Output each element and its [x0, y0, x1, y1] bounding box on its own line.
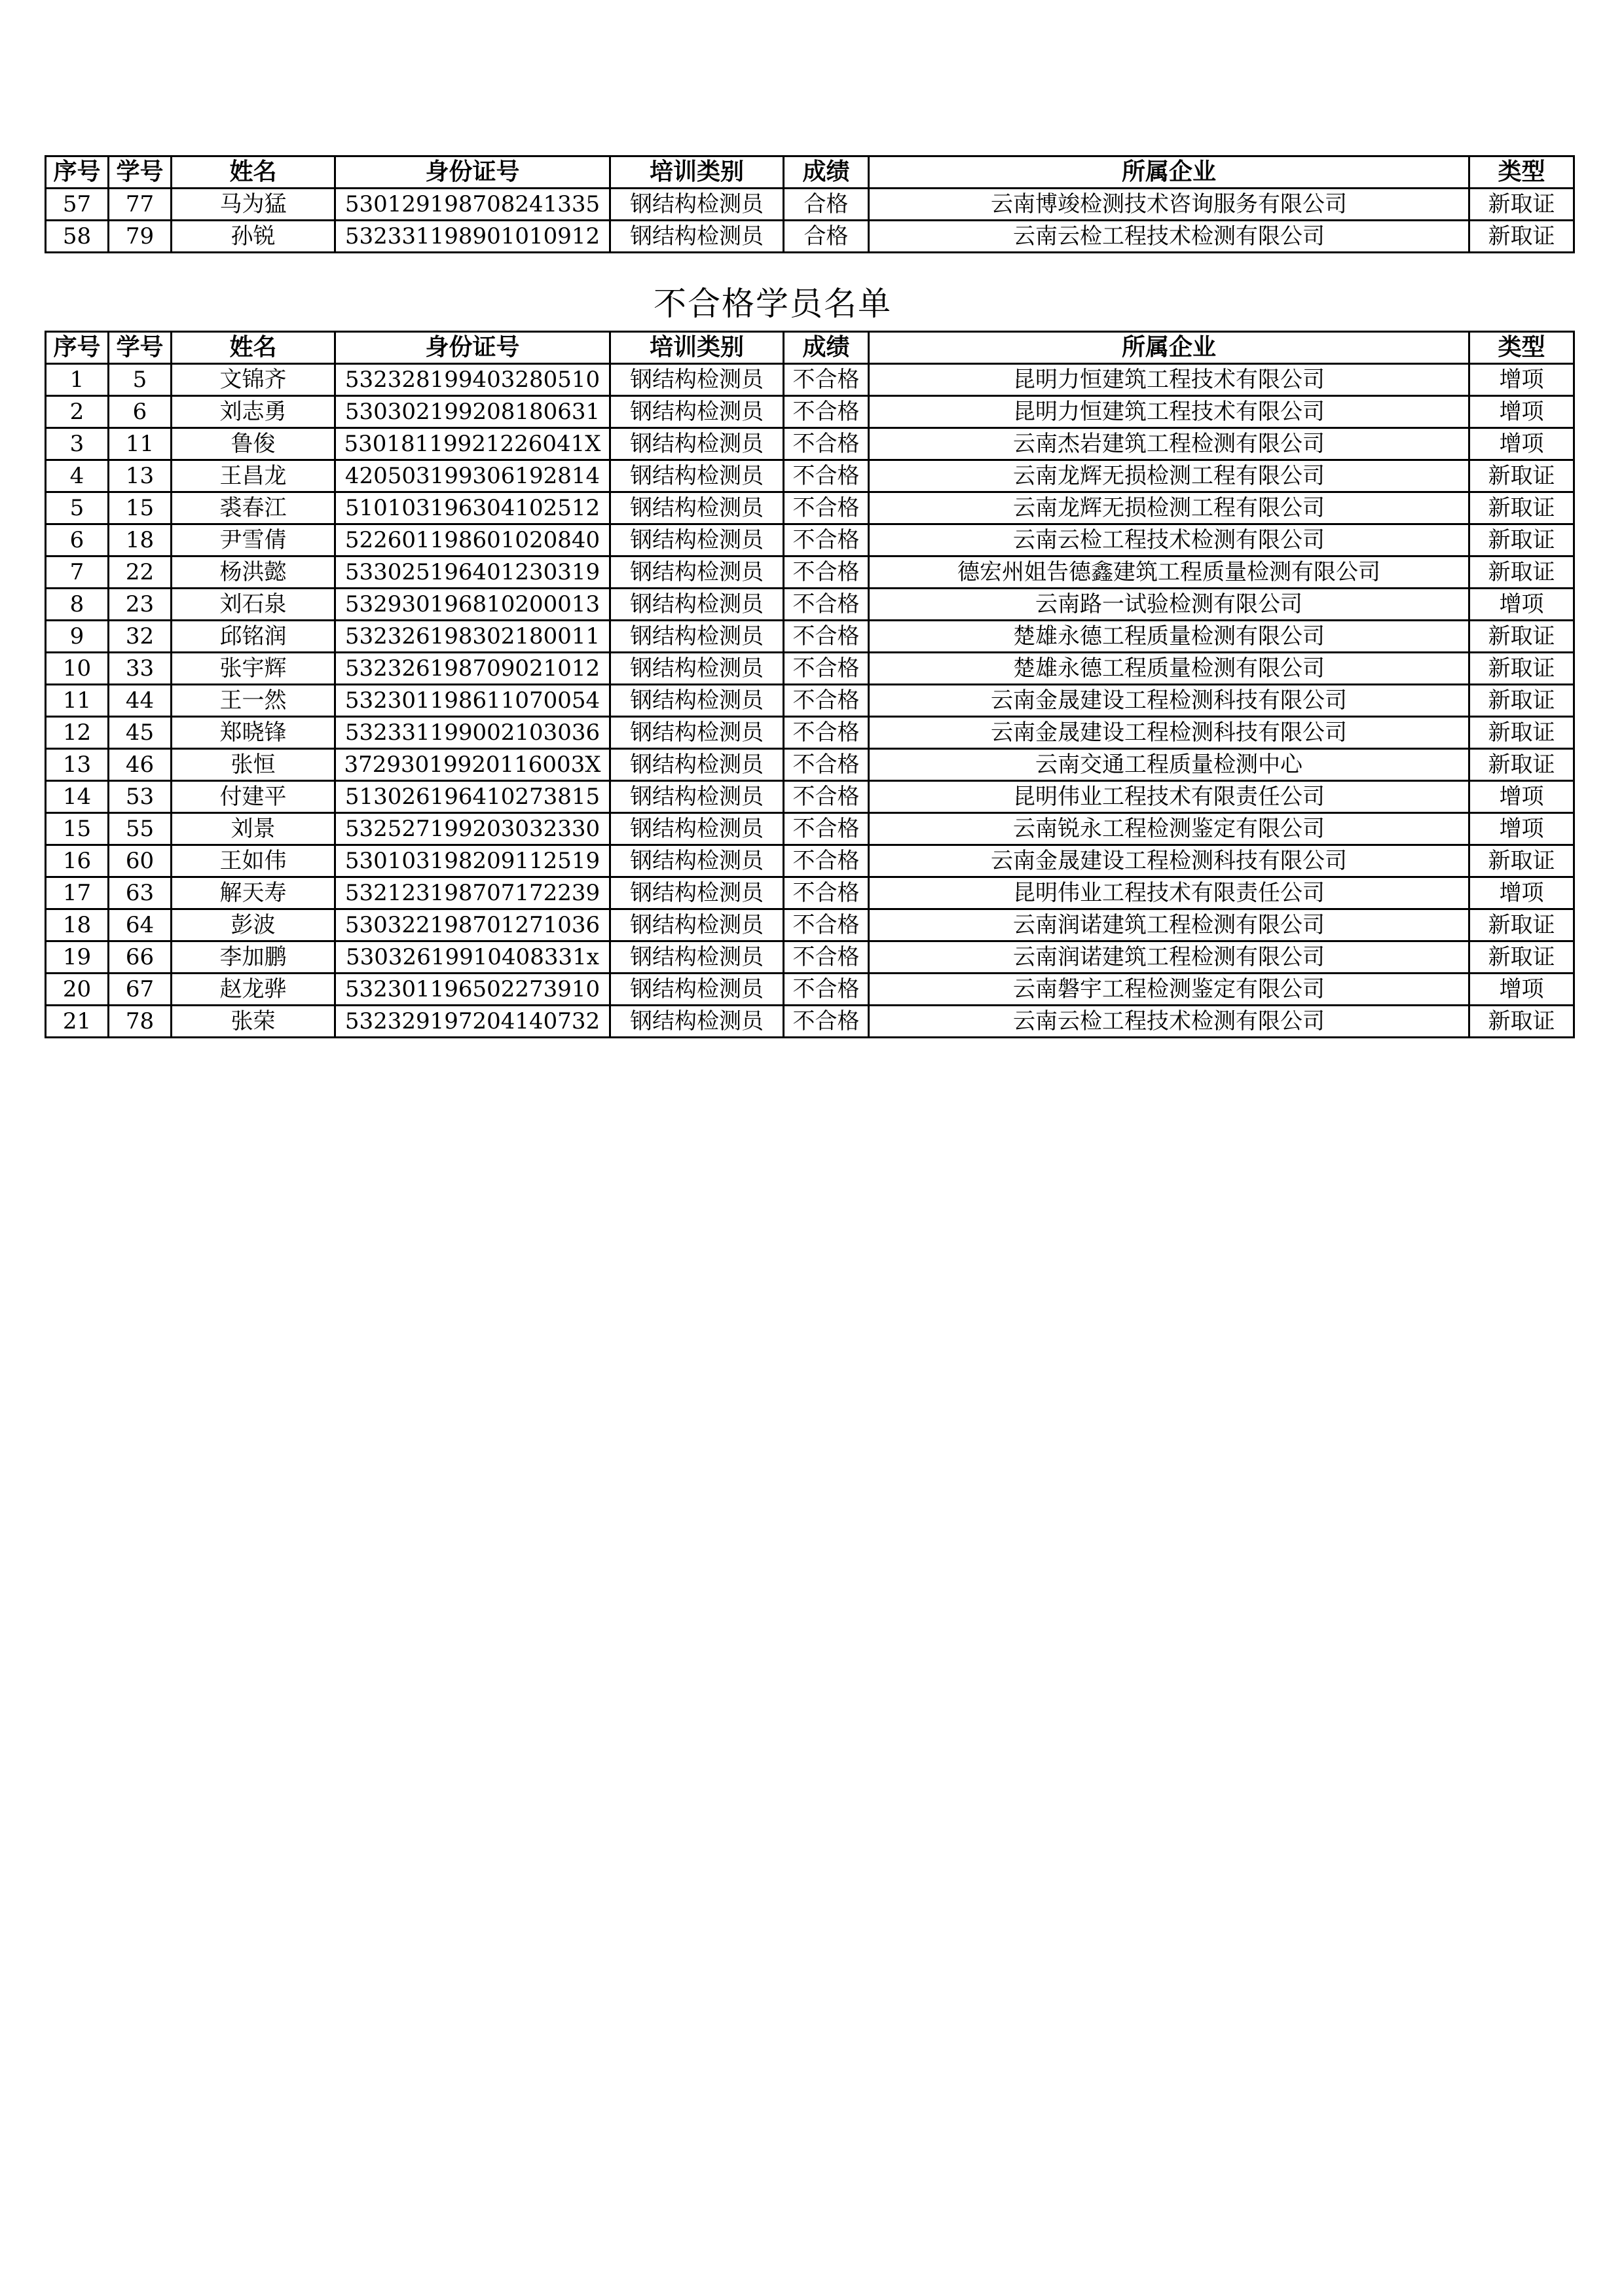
header-name: 姓名 [172, 332, 335, 364]
cell-score: 不合格 [784, 621, 869, 653]
cell-score: 不合格 [784, 460, 869, 492]
table-row [46, 749, 1574, 781]
table-row [46, 221, 1574, 253]
table-row [46, 974, 1574, 1006]
cell-company: 昆明力恒建筑工程技术有限公司 [869, 396, 1469, 428]
table-row [46, 813, 1574, 845]
header-name: 姓名 [172, 156, 335, 189]
cell-type: 新取证 [1469, 845, 1574, 877]
cell-score: 不合格 [784, 364, 869, 396]
cell-company: 云南龙辉无损检测工程有限公司 [869, 492, 1469, 524]
cell-id-number: 37293019920116003X [335, 749, 610, 781]
cell-type: 新取证 [1469, 717, 1574, 749]
cell-score: 不合格 [784, 685, 869, 717]
cell-training-type: 钢结构检测员 [610, 364, 784, 396]
cell-training-type: 钢结构检测员 [610, 492, 784, 524]
cell-company: 德宏州姐告德鑫建筑工程质量检测有限公司 [869, 556, 1469, 589]
failed-students-title: 不合格学员名单 [654, 285, 892, 323]
cell-type: 新取证 [1469, 460, 1574, 492]
cell-student-no: 23 [109, 589, 172, 621]
table-row [46, 589, 1574, 621]
cell-score: 不合格 [784, 845, 869, 877]
cell-id-number: 513026196410273815 [335, 781, 610, 813]
cell-name: 杨洪懿 [172, 556, 335, 589]
cell-company: 云南交通工程质量检测中心 [869, 749, 1469, 781]
cell-student-no: 44 [109, 685, 172, 717]
cell-score: 不合格 [784, 589, 869, 621]
header-training-type: 培训类别 [610, 332, 784, 364]
cell-seq: 20 [46, 974, 109, 1006]
table-row [46, 396, 1574, 428]
cell-seq: 3 [46, 428, 109, 460]
cell-seq: 9 [46, 621, 109, 653]
cell-training-type: 钢结构检测员 [610, 974, 784, 1006]
cell-id-number: 420503199306192814 [335, 460, 610, 492]
header-seq: 序号 [46, 332, 109, 364]
cell-score: 不合格 [784, 396, 869, 428]
cell-type: 新取证 [1469, 621, 1574, 653]
cell-student-no: 78 [109, 1006, 172, 1038]
cell-company: 云南云检工程技术检测有限公司 [869, 1006, 1469, 1038]
table-row [46, 845, 1574, 877]
cell-company: 云南博竣检测技术咨询服务有限公司 [869, 189, 1469, 221]
cell-name: 邱铭润 [172, 621, 335, 653]
table-row [46, 685, 1574, 717]
cell-seq: 6 [46, 524, 109, 556]
cell-training-type: 钢结构检测员 [610, 653, 784, 685]
cell-seq: 21 [46, 1006, 109, 1038]
cell-student-no: 77 [109, 189, 172, 221]
cell-id-number: 53032619910408331x [335, 941, 610, 974]
cell-company: 云南金晟建设工程检测科技有限公司 [869, 717, 1469, 749]
table-row [46, 556, 1574, 589]
cell-student-no: 32 [109, 621, 172, 653]
cell-company: 云南金晟建设工程检测科技有限公司 [869, 845, 1469, 877]
cell-name: 郑晓锋 [172, 717, 335, 749]
header-student-no: 学号 [109, 156, 172, 189]
cell-score: 不合格 [784, 974, 869, 1006]
cell-name: 张宇辉 [172, 653, 335, 685]
cell-id-number: 532326198302180011 [335, 621, 610, 653]
cell-score: 不合格 [784, 781, 869, 813]
cell-training-type: 钢结构检测员 [610, 460, 784, 492]
cell-seq: 15 [46, 813, 109, 845]
cell-id-number: 532930196810200013 [335, 589, 610, 621]
cell-score: 不合格 [784, 1006, 869, 1038]
cell-score: 不合格 [784, 653, 869, 685]
cell-seq: 1 [46, 364, 109, 396]
cell-name: 刘石泉 [172, 589, 335, 621]
failed-students-table [45, 331, 1575, 1038]
table-row [46, 492, 1574, 524]
cell-seq: 18 [46, 909, 109, 941]
cell-seq: 58 [46, 221, 109, 253]
cell-training-type: 钢结构检测员 [610, 749, 784, 781]
cell-training-type: 钢结构检测员 [610, 556, 784, 589]
cell-id-number: 532329197204140732 [335, 1006, 610, 1038]
cell-seq: 11 [46, 685, 109, 717]
cell-id-number: 510103196304102512 [335, 492, 610, 524]
table-row [46, 909, 1574, 941]
cell-id-number: 532328199403280510 [335, 364, 610, 396]
cell-training-type: 钢结构检测员 [610, 396, 784, 428]
cell-score: 合格 [784, 189, 869, 221]
cell-id-number: 530322198701271036 [335, 909, 610, 941]
cell-training-type: 钢结构检测员 [610, 781, 784, 813]
table-row [46, 364, 1574, 396]
cell-score: 不合格 [784, 941, 869, 974]
cell-seq: 17 [46, 877, 109, 909]
cell-student-no: 46 [109, 749, 172, 781]
cell-company: 云南云检工程技术检测有限公司 [869, 524, 1469, 556]
cell-type: 新取证 [1469, 189, 1574, 221]
header-score: 成绩 [784, 332, 869, 364]
cell-student-no: 64 [109, 909, 172, 941]
cell-type: 新取证 [1469, 653, 1574, 685]
cell-name: 尹雪倩 [172, 524, 335, 556]
cell-type: 增项 [1469, 781, 1574, 813]
cell-type: 增项 [1469, 877, 1574, 909]
cell-training-type: 钢结构检测员 [610, 189, 784, 221]
cell-type: 新取证 [1469, 941, 1574, 974]
cell-name: 刘景 [172, 813, 335, 845]
cell-student-no: 79 [109, 221, 172, 253]
cell-training-type: 钢结构检测员 [610, 813, 784, 845]
cell-seq: 4 [46, 460, 109, 492]
cell-score: 不合格 [784, 749, 869, 781]
cell-score: 不合格 [784, 717, 869, 749]
cell-id-number: 532301196502273910 [335, 974, 610, 1006]
cell-seq: 14 [46, 781, 109, 813]
table-row [46, 524, 1574, 556]
table-header-row [46, 156, 1574, 189]
cell-score: 不合格 [784, 524, 869, 556]
cell-type: 新取证 [1469, 909, 1574, 941]
cell-seq: 19 [46, 941, 109, 974]
cell-type: 新取证 [1469, 221, 1574, 253]
table-header-row [46, 332, 1574, 364]
cell-training-type: 钢结构检测员 [610, 941, 784, 974]
cell-training-type: 钢结构检测员 [610, 877, 784, 909]
cell-name: 鲁俊 [172, 428, 335, 460]
cell-seq: 5 [46, 492, 109, 524]
table-row [46, 621, 1574, 653]
cell-type: 增项 [1469, 428, 1574, 460]
header-training-type: 培训类别 [610, 156, 784, 189]
header-id-number: 身份证号 [335, 156, 610, 189]
cell-training-type: 钢结构检测员 [610, 524, 784, 556]
cell-company: 云南云检工程技术检测有限公司 [869, 221, 1469, 253]
cell-type: 增项 [1469, 589, 1574, 621]
cell-score: 不合格 [784, 428, 869, 460]
passed-students-table [45, 155, 1575, 253]
cell-name: 解天寿 [172, 877, 335, 909]
cell-student-no: 60 [109, 845, 172, 877]
cell-type: 增项 [1469, 974, 1574, 1006]
cell-name: 付建平 [172, 781, 335, 813]
header-id-number: 身份证号 [335, 332, 610, 364]
cell-training-type: 钢结构检测员 [610, 221, 784, 253]
table-row [46, 941, 1574, 974]
cell-company: 云南龙辉无损检测工程有限公司 [869, 460, 1469, 492]
failed-table-body [46, 364, 1574, 1038]
cell-training-type: 钢结构检测员 [610, 589, 784, 621]
cell-id-number: 532301198611070054 [335, 685, 610, 717]
header-score: 成绩 [784, 156, 869, 189]
cell-seq: 16 [46, 845, 109, 877]
cell-company: 云南磐宇工程检测鉴定有限公司 [869, 974, 1469, 1006]
cell-training-type: 钢结构检测员 [610, 909, 784, 941]
cell-type: 新取证 [1469, 492, 1574, 524]
cell-student-no: 66 [109, 941, 172, 974]
cell-type: 新取证 [1469, 524, 1574, 556]
cell-company: 楚雄永德工程质量检测有限公司 [869, 653, 1469, 685]
header-company: 所属企业 [869, 156, 1469, 189]
cell-name: 王昌龙 [172, 460, 335, 492]
cell-student-no: 67 [109, 974, 172, 1006]
header-student-no: 学号 [109, 332, 172, 364]
table-row [46, 717, 1574, 749]
cell-id-number: 532123198707172239 [335, 877, 610, 909]
table-row [46, 460, 1574, 492]
cell-training-type: 钢结构检测员 [610, 621, 784, 653]
table-row [46, 428, 1574, 460]
cell-type: 增项 [1469, 396, 1574, 428]
cell-training-type: 钢结构检测员 [610, 685, 784, 717]
cell-student-no: 22 [109, 556, 172, 589]
cell-seq: 2 [46, 396, 109, 428]
cell-score: 不合格 [784, 492, 869, 524]
cell-id-number: 530302199208180631 [335, 396, 610, 428]
cell-student-no: 53 [109, 781, 172, 813]
cell-company: 云南润诺建筑工程检测有限公司 [869, 941, 1469, 974]
cell-id-number: 530103198209112519 [335, 845, 610, 877]
header-seq: 序号 [46, 156, 109, 189]
cell-seq: 13 [46, 749, 109, 781]
cell-name: 赵龙骅 [172, 974, 335, 1006]
cell-id-number: 532331199002103036 [335, 717, 610, 749]
header-company: 所属企业 [869, 332, 1469, 364]
cell-seq: 12 [46, 717, 109, 749]
cell-training-type: 钢结构检测员 [610, 717, 784, 749]
table-row [46, 877, 1574, 909]
cell-score: 不合格 [784, 877, 869, 909]
cell-name: 文锦齐 [172, 364, 335, 396]
cell-name: 马为猛 [172, 189, 335, 221]
cell-student-no: 11 [109, 428, 172, 460]
cell-name: 王如伟 [172, 845, 335, 877]
cell-id-number: 532527199203032330 [335, 813, 610, 845]
cell-company: 云南锐永工程检测鉴定有限公司 [869, 813, 1469, 845]
cell-name: 孙锐 [172, 221, 335, 253]
cell-training-type: 钢结构检测员 [610, 428, 784, 460]
cell-seq: 8 [46, 589, 109, 621]
cell-seq: 57 [46, 189, 109, 221]
cell-id-number: 522601198601020840 [335, 524, 610, 556]
cell-name: 张恒 [172, 749, 335, 781]
cell-student-no: 18 [109, 524, 172, 556]
cell-score: 不合格 [784, 556, 869, 589]
cell-id-number: 53018119921226041X [335, 428, 610, 460]
cell-student-no: 33 [109, 653, 172, 685]
cell-score: 不合格 [784, 813, 869, 845]
cell-student-no: 5 [109, 364, 172, 396]
cell-company: 云南金晟建设工程检测科技有限公司 [869, 685, 1469, 717]
table-row [46, 1006, 1574, 1038]
cell-name: 刘志勇 [172, 396, 335, 428]
table-row [46, 781, 1574, 813]
cell-name: 彭波 [172, 909, 335, 941]
cell-student-no: 13 [109, 460, 172, 492]
cell-company: 昆明伟业工程技术有限责任公司 [869, 877, 1469, 909]
cell-seq: 10 [46, 653, 109, 685]
cell-type: 增项 [1469, 813, 1574, 845]
cell-name: 裘春江 [172, 492, 335, 524]
cell-type: 增项 [1469, 364, 1574, 396]
cell-name: 李加鹏 [172, 941, 335, 974]
cell-id-number: 532331198901010912 [335, 221, 610, 253]
cell-student-no: 45 [109, 717, 172, 749]
cell-company: 昆明力恒建筑工程技术有限公司 [869, 364, 1469, 396]
cell-student-no: 55 [109, 813, 172, 845]
cell-company: 楚雄永德工程质量检测有限公司 [869, 621, 1469, 653]
header-type: 类型 [1469, 332, 1574, 364]
passed-table-body [46, 189, 1574, 253]
cell-student-no: 15 [109, 492, 172, 524]
cell-type: 新取证 [1469, 1006, 1574, 1038]
cell-type: 新取证 [1469, 685, 1574, 717]
cell-training-type: 钢结构检测员 [610, 1006, 784, 1038]
cell-id-number: 530129198708241335 [335, 189, 610, 221]
cell-type: 新取证 [1469, 556, 1574, 589]
cell-student-no: 6 [109, 396, 172, 428]
table-row [46, 653, 1574, 685]
cell-name: 张荣 [172, 1006, 335, 1038]
cell-training-type: 钢结构检测员 [610, 845, 784, 877]
table-row [46, 189, 1574, 221]
header-type: 类型 [1469, 156, 1574, 189]
cell-id-number: 532326198709021012 [335, 653, 610, 685]
cell-score: 合格 [784, 221, 869, 253]
cell-id-number: 533025196401230319 [335, 556, 610, 589]
cell-type: 新取证 [1469, 749, 1574, 781]
cell-student-no: 63 [109, 877, 172, 909]
cell-company: 云南杰岩建筑工程检测有限公司 [869, 428, 1469, 460]
cell-name: 王一然 [172, 685, 335, 717]
cell-company: 云南路一试验检测有限公司 [869, 589, 1469, 621]
cell-company: 云南润诺建筑工程检测有限公司 [869, 909, 1469, 941]
cell-seq: 7 [46, 556, 109, 589]
cell-company: 昆明伟业工程技术有限责任公司 [869, 781, 1469, 813]
cell-score: 不合格 [784, 909, 869, 941]
